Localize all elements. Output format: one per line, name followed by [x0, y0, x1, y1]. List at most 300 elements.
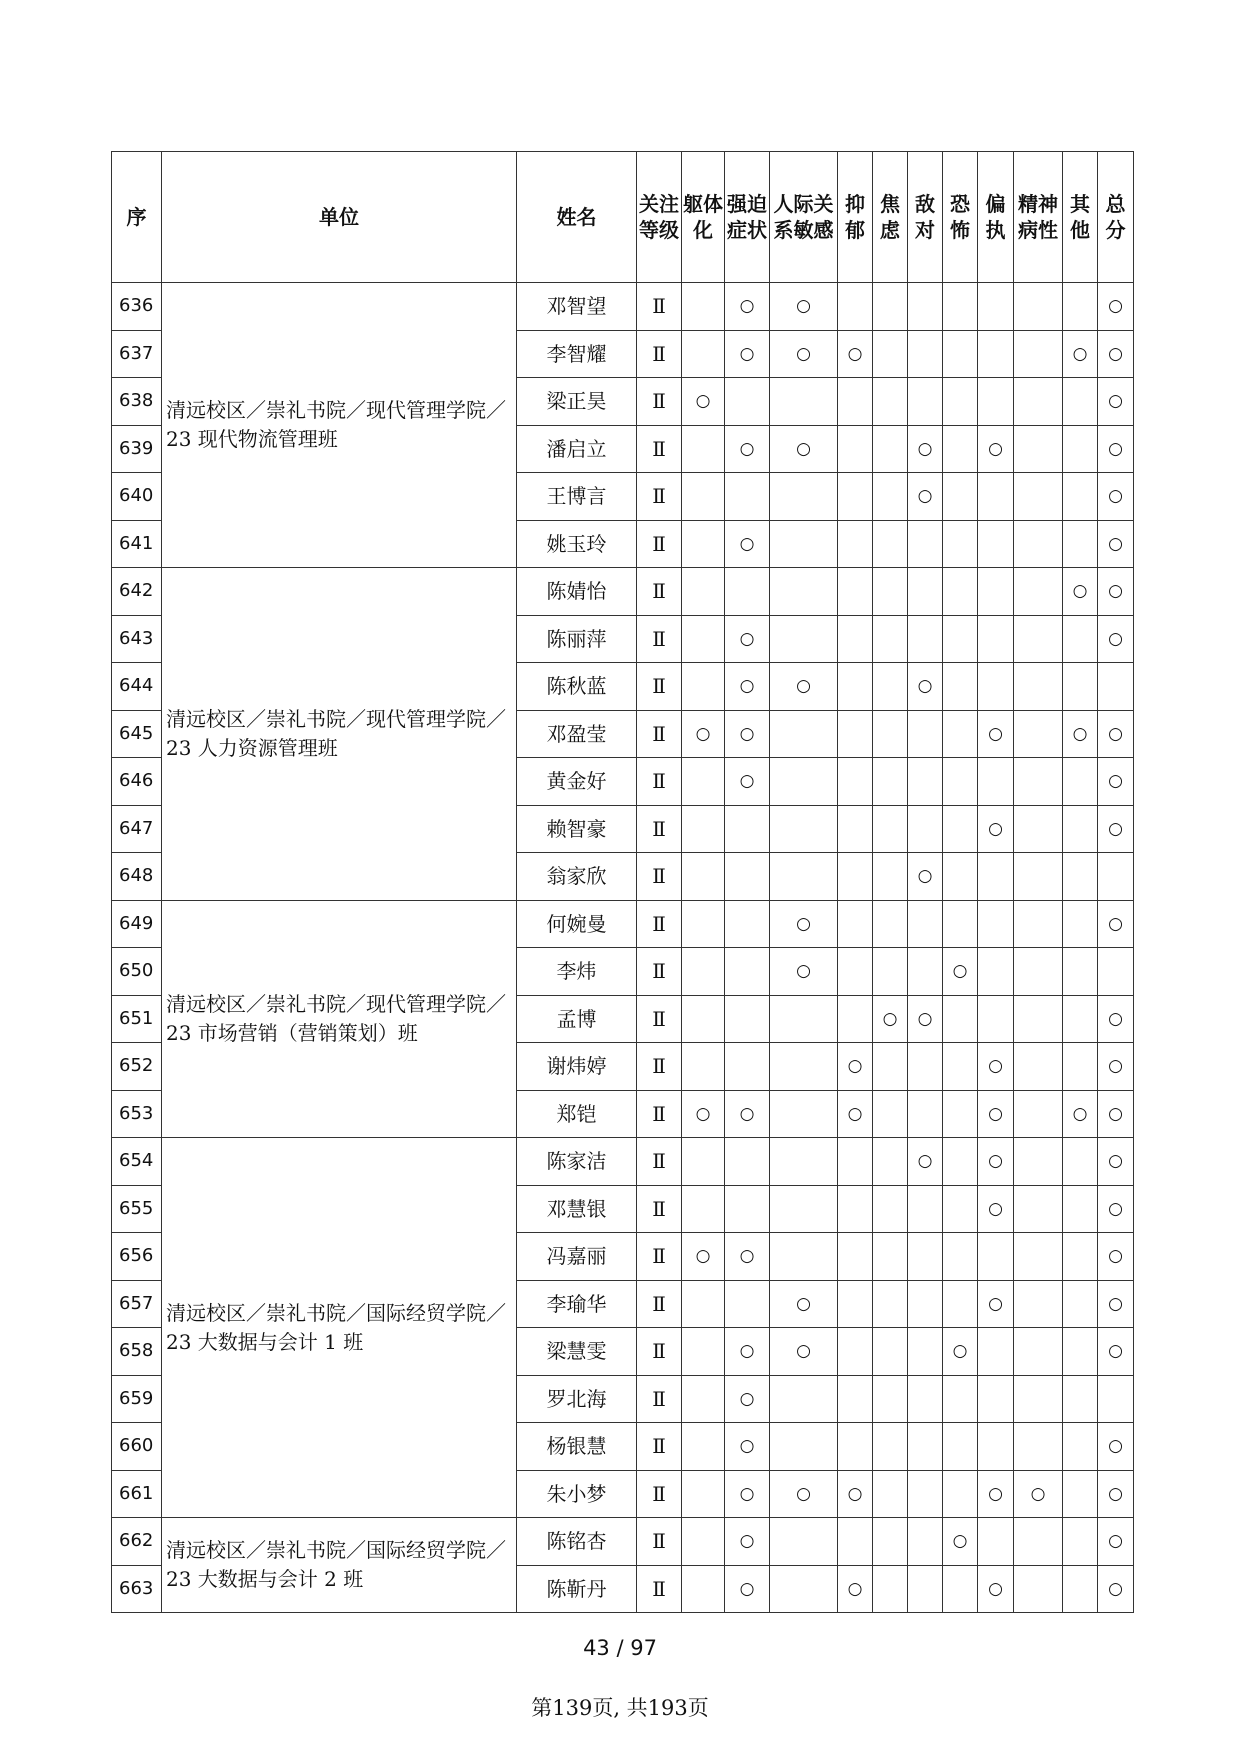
mark-cell [873, 1090, 908, 1138]
mark-cell: ○ [1063, 568, 1098, 616]
mark-cell [838, 853, 873, 901]
mark-cell [838, 995, 873, 1043]
student-name: 谢炜婷 [517, 1043, 637, 1091]
student-name: 朱小梦 [517, 1470, 637, 1518]
mark-cell [838, 1518, 873, 1566]
mark-cell [908, 758, 943, 806]
attention-level: Ⅱ [637, 805, 682, 853]
mark-cell: ○ [1098, 1565, 1134, 1613]
mark-cell [838, 615, 873, 663]
mark-cell [908, 1518, 943, 1566]
page-total: 第139页, 共193页 [531, 1696, 709, 1720]
mark-cell [978, 758, 1014, 806]
table-row [112, 1518, 1134, 1566]
mark-cell [943, 378, 978, 426]
mark-cell [978, 853, 1014, 901]
mark-cell [978, 995, 1014, 1043]
mark-cell [908, 710, 943, 758]
student-name: 邓智望 [517, 283, 637, 331]
mark-cell [1063, 1375, 1098, 1423]
mark-cell [770, 710, 838, 758]
mark-cell [1063, 520, 1098, 568]
mark-cell [873, 948, 908, 996]
mark-cell: ○ [978, 1280, 1014, 1328]
mark-cell [1014, 1518, 1063, 1566]
mark-cell [943, 1233, 978, 1281]
header-obsessive: 强迫症状 [725, 152, 770, 283]
attention-level: Ⅱ [637, 758, 682, 806]
mark-cell: ○ [1063, 330, 1098, 378]
student-name: 冯嘉丽 [517, 1233, 637, 1281]
student-name: 邓慧银 [517, 1185, 637, 1233]
unit-cell: 清远校区／崇礼书院／现代管理学院／23 市场营销（营销策划）班 [162, 900, 517, 1138]
mark-cell [873, 283, 908, 331]
mark-cell: ○ [770, 948, 838, 996]
mark-cell: ○ [1098, 1328, 1134, 1376]
mark-cell [725, 378, 770, 426]
mark-cell [682, 473, 725, 521]
mark-cell [682, 1375, 725, 1423]
mark-cell [873, 1328, 908, 1376]
mark-cell: ○ [838, 1565, 873, 1613]
mark-cell [1014, 1090, 1063, 1138]
mark-cell: ○ [838, 1470, 873, 1518]
mark-cell [725, 473, 770, 521]
mark-cell [908, 615, 943, 663]
mark-cell [908, 568, 943, 616]
mark-cell [978, 1328, 1014, 1376]
mark-cell: ○ [725, 710, 770, 758]
mark-cell [908, 805, 943, 853]
mark-cell: ○ [978, 710, 1014, 758]
mark-cell [873, 520, 908, 568]
mark-cell [1014, 425, 1063, 473]
row-seq: 651 [112, 995, 162, 1043]
mark-cell [978, 1233, 1014, 1281]
mark-cell [978, 568, 1014, 616]
mark-cell [943, 710, 978, 758]
student-name: 陈家洁 [517, 1138, 637, 1186]
attention-level: Ⅱ [637, 710, 682, 758]
student-name: 何婉曼 [517, 900, 637, 948]
unit-cell: 清远校区／崇礼书院／国际经贸学院／23 大数据与会计 1 班 [162, 1138, 517, 1518]
mark-cell [873, 853, 908, 901]
mark-cell [908, 900, 943, 948]
mark-cell [908, 1470, 943, 1518]
mark-cell [682, 1280, 725, 1328]
mark-cell: ○ [725, 1565, 770, 1613]
mark-cell [1014, 710, 1063, 758]
mark-cell: ○ [1098, 615, 1134, 663]
table-header [112, 152, 1134, 283]
row-seq: 659 [112, 1375, 162, 1423]
student-name: 陈婧怡 [517, 568, 637, 616]
mark-cell [978, 663, 1014, 711]
mark-cell [908, 1043, 943, 1091]
attention-level: Ⅱ [637, 1470, 682, 1518]
mark-cell [682, 1185, 725, 1233]
mark-cell: ○ [725, 1375, 770, 1423]
mark-cell [770, 853, 838, 901]
attention-level: Ⅱ [637, 473, 682, 521]
mark-cell [1014, 1043, 1063, 1091]
mark-cell [978, 1518, 1014, 1566]
mark-cell [1014, 520, 1063, 568]
mark-cell [873, 568, 908, 616]
mark-cell [1014, 805, 1063, 853]
mark-cell: ○ [770, 330, 838, 378]
row-seq: 652 [112, 1043, 162, 1091]
mark-cell [770, 1233, 838, 1281]
student-name: 李炜 [517, 948, 637, 996]
mark-cell: ○ [725, 1423, 770, 1471]
mark-cell: ○ [943, 1328, 978, 1376]
mark-cell [838, 1185, 873, 1233]
mark-cell [1014, 1375, 1063, 1423]
student-name: 邓盈莹 [517, 710, 637, 758]
mark-cell [770, 1185, 838, 1233]
mark-cell [770, 520, 838, 568]
student-name: 赖智豪 [517, 805, 637, 853]
mark-cell [725, 1185, 770, 1233]
header-level: 关注等级 [637, 152, 682, 283]
mark-cell [770, 1518, 838, 1566]
mark-cell: ○ [725, 758, 770, 806]
mark-cell: ○ [725, 425, 770, 473]
mark-cell [682, 663, 725, 711]
mark-cell: ○ [682, 1233, 725, 1281]
mark-cell: ○ [1063, 1090, 1098, 1138]
student-name: 梁慧雯 [517, 1328, 637, 1376]
student-name: 孟博 [517, 995, 637, 1043]
row-seq: 638 [112, 378, 162, 426]
mark-cell [1063, 473, 1098, 521]
mark-cell [943, 853, 978, 901]
row-seq: 639 [112, 425, 162, 473]
mark-cell [838, 283, 873, 331]
mark-cell: ○ [1098, 1090, 1134, 1138]
mark-cell [873, 758, 908, 806]
mark-cell: ○ [1098, 710, 1134, 758]
header-seq: 序 [112, 152, 162, 283]
mark-cell: ○ [1098, 1185, 1134, 1233]
unit-cell: 清远校区／崇礼书院／国际经贸学院／23 大数据与会计 2 班 [162, 1518, 517, 1613]
mark-cell [1063, 1280, 1098, 1328]
mark-cell [682, 853, 725, 901]
mark-cell [838, 378, 873, 426]
unit-cell: 清远校区／崇礼书院／现代管理学院／23 现代物流管理班 [162, 283, 517, 568]
mark-cell: ○ [1098, 1043, 1134, 1091]
mark-cell [908, 1090, 943, 1138]
mark-cell: ○ [725, 615, 770, 663]
mark-cell [1063, 1565, 1098, 1613]
mark-cell [725, 1280, 770, 1328]
mark-cell [943, 1470, 978, 1518]
mark-cell [725, 1043, 770, 1091]
mark-cell: ○ [838, 330, 873, 378]
mark-cell [838, 1280, 873, 1328]
mark-cell: ○ [1098, 1280, 1134, 1328]
mark-cell: ○ [725, 1470, 770, 1518]
mark-cell: ○ [908, 1138, 943, 1186]
row-seq: 657 [112, 1280, 162, 1328]
mark-cell [682, 425, 725, 473]
mark-cell [978, 520, 1014, 568]
mark-cell [873, 900, 908, 948]
student-name: 陈丽萍 [517, 615, 637, 663]
mark-cell [1014, 378, 1063, 426]
header-interpersonal: 人际关系敏感 [770, 152, 838, 283]
mark-cell [1063, 425, 1098, 473]
mark-cell [943, 1138, 978, 1186]
page-number: 43 / 97 [583, 1636, 657, 1660]
attention-level: Ⅱ [637, 330, 682, 378]
mark-cell [873, 805, 908, 853]
mark-cell [943, 473, 978, 521]
student-name: 陈秋蓝 [517, 663, 637, 711]
student-name: 陈靳丹 [517, 1565, 637, 1613]
mark-cell: ○ [1014, 1470, 1063, 1518]
header-anxiety: 焦虑 [873, 152, 908, 283]
mark-cell: ○ [1098, 805, 1134, 853]
mark-cell [873, 1423, 908, 1471]
mark-cell [838, 1233, 873, 1281]
mark-cell [770, 1565, 838, 1613]
attention-level: Ⅱ [637, 1185, 682, 1233]
mark-cell [873, 378, 908, 426]
mark-cell: ○ [682, 710, 725, 758]
mark-cell [943, 520, 978, 568]
header-somatization: 躯体化 [682, 152, 725, 283]
row-seq: 653 [112, 1090, 162, 1138]
mark-cell [1014, 995, 1063, 1043]
mark-cell [873, 710, 908, 758]
header-other: 其他 [1063, 152, 1098, 283]
mark-cell: ○ [908, 425, 943, 473]
mark-cell [873, 425, 908, 473]
attention-level: Ⅱ [637, 900, 682, 948]
mark-cell: ○ [770, 1470, 838, 1518]
row-seq: 661 [112, 1470, 162, 1518]
attention-level: Ⅱ [637, 615, 682, 663]
mark-cell [1098, 1375, 1134, 1423]
mark-cell [978, 378, 1014, 426]
mark-cell [908, 1423, 943, 1471]
mark-cell [770, 995, 838, 1043]
mark-cell: ○ [1098, 1138, 1134, 1186]
mark-cell: ○ [908, 995, 943, 1043]
attention-level: Ⅱ [637, 663, 682, 711]
mark-cell [1014, 853, 1063, 901]
attention-level: Ⅱ [637, 1138, 682, 1186]
attention-level: Ⅱ [637, 1090, 682, 1138]
mark-cell [908, 1375, 943, 1423]
attention-level: Ⅱ [637, 1423, 682, 1471]
mark-cell [682, 995, 725, 1043]
mark-cell [1063, 1043, 1098, 1091]
mark-cell [943, 900, 978, 948]
student-name: 潘启立 [517, 425, 637, 473]
mark-cell [682, 283, 725, 331]
mark-cell [682, 1138, 725, 1186]
mark-cell: ○ [1098, 283, 1134, 331]
mark-cell [1063, 1185, 1098, 1233]
student-name: 陈铭杏 [517, 1518, 637, 1566]
mark-cell [770, 568, 838, 616]
mark-cell [682, 1470, 725, 1518]
header-hostility: 敌对 [908, 152, 943, 283]
attention-level: Ⅱ [637, 1328, 682, 1376]
mark-cell [838, 520, 873, 568]
mark-cell [725, 853, 770, 901]
student-name: 李瑜华 [517, 1280, 637, 1328]
unit-cell: 清远校区／崇礼书院／现代管理学院／23 人力资源管理班 [162, 568, 517, 901]
mark-cell [682, 520, 725, 568]
mark-cell [943, 758, 978, 806]
row-seq: 643 [112, 615, 162, 663]
mark-cell [838, 1328, 873, 1376]
attention-level: Ⅱ [637, 378, 682, 426]
mark-cell: ○ [1098, 1233, 1134, 1281]
mark-cell: ○ [978, 805, 1014, 853]
mark-cell: ○ [725, 1233, 770, 1281]
mark-cell: ○ [838, 1043, 873, 1091]
header-phobic: 恐怖 [943, 152, 978, 283]
mark-cell [838, 473, 873, 521]
mark-cell [978, 283, 1014, 331]
mark-cell: ○ [978, 1470, 1014, 1518]
mark-cell [682, 805, 725, 853]
mark-cell [1063, 1138, 1098, 1186]
mark-cell: ○ [1098, 520, 1134, 568]
mark-cell [908, 378, 943, 426]
row-seq: 642 [112, 568, 162, 616]
mark-cell [873, 1043, 908, 1091]
student-name: 翁家欣 [517, 853, 637, 901]
row-seq: 644 [112, 663, 162, 711]
mark-cell [943, 1423, 978, 1471]
mark-cell: ○ [978, 1043, 1014, 1091]
mark-cell [682, 1328, 725, 1376]
header-psychoticism: 精神病性 [1014, 152, 1063, 283]
mark-cell [943, 995, 978, 1043]
mark-cell [770, 615, 838, 663]
mark-cell: ○ [682, 378, 725, 426]
mark-cell: ○ [1098, 330, 1134, 378]
mark-cell [1063, 1233, 1098, 1281]
mark-cell: ○ [725, 1518, 770, 1566]
attention-level: Ⅱ [637, 995, 682, 1043]
mark-cell [682, 330, 725, 378]
mark-cell [943, 1375, 978, 1423]
mark-cell [1014, 1185, 1063, 1233]
mark-cell [770, 378, 838, 426]
table-row [112, 568, 1134, 616]
mark-cell [838, 948, 873, 996]
student-name: 梁正昊 [517, 378, 637, 426]
mark-cell [908, 330, 943, 378]
mark-cell [1014, 1138, 1063, 1186]
mark-cell [1014, 900, 1063, 948]
mark-cell: ○ [943, 948, 978, 996]
header-unit: 单位 [162, 152, 517, 283]
mark-cell [838, 1375, 873, 1423]
mark-cell [770, 1043, 838, 1091]
row-seq: 648 [112, 853, 162, 901]
mark-cell [770, 473, 838, 521]
mark-cell [1014, 330, 1063, 378]
table-row [112, 283, 1134, 331]
row-seq: 646 [112, 758, 162, 806]
mark-cell [725, 568, 770, 616]
mark-cell: ○ [1098, 1470, 1134, 1518]
row-seq: 654 [112, 1138, 162, 1186]
mark-cell [1063, 1423, 1098, 1471]
mark-cell [1014, 948, 1063, 996]
mark-cell [838, 1423, 873, 1471]
mark-cell [873, 1470, 908, 1518]
mark-cell: ○ [1098, 900, 1134, 948]
mark-cell [1014, 615, 1063, 663]
mark-cell [770, 1138, 838, 1186]
mark-cell [725, 900, 770, 948]
row-seq: 645 [112, 710, 162, 758]
mark-cell [725, 948, 770, 996]
mark-cell [943, 805, 978, 853]
mark-cell [873, 1280, 908, 1328]
attention-level: Ⅱ [637, 1375, 682, 1423]
mark-cell [682, 1423, 725, 1471]
mark-cell [1063, 805, 1098, 853]
row-seq: 637 [112, 330, 162, 378]
mark-cell [978, 900, 1014, 948]
mark-cell: ○ [908, 663, 943, 711]
mark-cell [978, 1375, 1014, 1423]
mark-cell [838, 710, 873, 758]
mark-cell [1098, 853, 1134, 901]
mark-cell [770, 1423, 838, 1471]
attention-level: Ⅱ [637, 948, 682, 996]
student-name: 黄金好 [517, 758, 637, 806]
mark-cell: ○ [1098, 995, 1134, 1043]
mark-cell [943, 1185, 978, 1233]
mark-cell: ○ [1098, 568, 1134, 616]
mark-cell: ○ [908, 473, 943, 521]
mark-cell [838, 805, 873, 853]
mark-cell: ○ [725, 330, 770, 378]
row-seq: 658 [112, 1328, 162, 1376]
mark-cell: ○ [1098, 473, 1134, 521]
mark-cell [1063, 1470, 1098, 1518]
mark-cell [1063, 995, 1098, 1043]
mark-cell: ○ [978, 1565, 1014, 1613]
mark-cell [943, 1280, 978, 1328]
mark-cell [682, 758, 725, 806]
mark-cell: ○ [1098, 1423, 1134, 1471]
screening-table [111, 151, 1134, 1613]
attention-level: Ⅱ [637, 1233, 682, 1281]
mark-cell: ○ [770, 425, 838, 473]
mark-cell [873, 1185, 908, 1233]
mark-cell: ○ [838, 1090, 873, 1138]
student-name: 李智耀 [517, 330, 637, 378]
mark-cell: ○ [725, 1090, 770, 1138]
student-name: 王博言 [517, 473, 637, 521]
row-seq: 660 [112, 1423, 162, 1471]
attention-level: Ⅱ [637, 283, 682, 331]
mark-cell [943, 330, 978, 378]
mark-cell: ○ [725, 663, 770, 711]
